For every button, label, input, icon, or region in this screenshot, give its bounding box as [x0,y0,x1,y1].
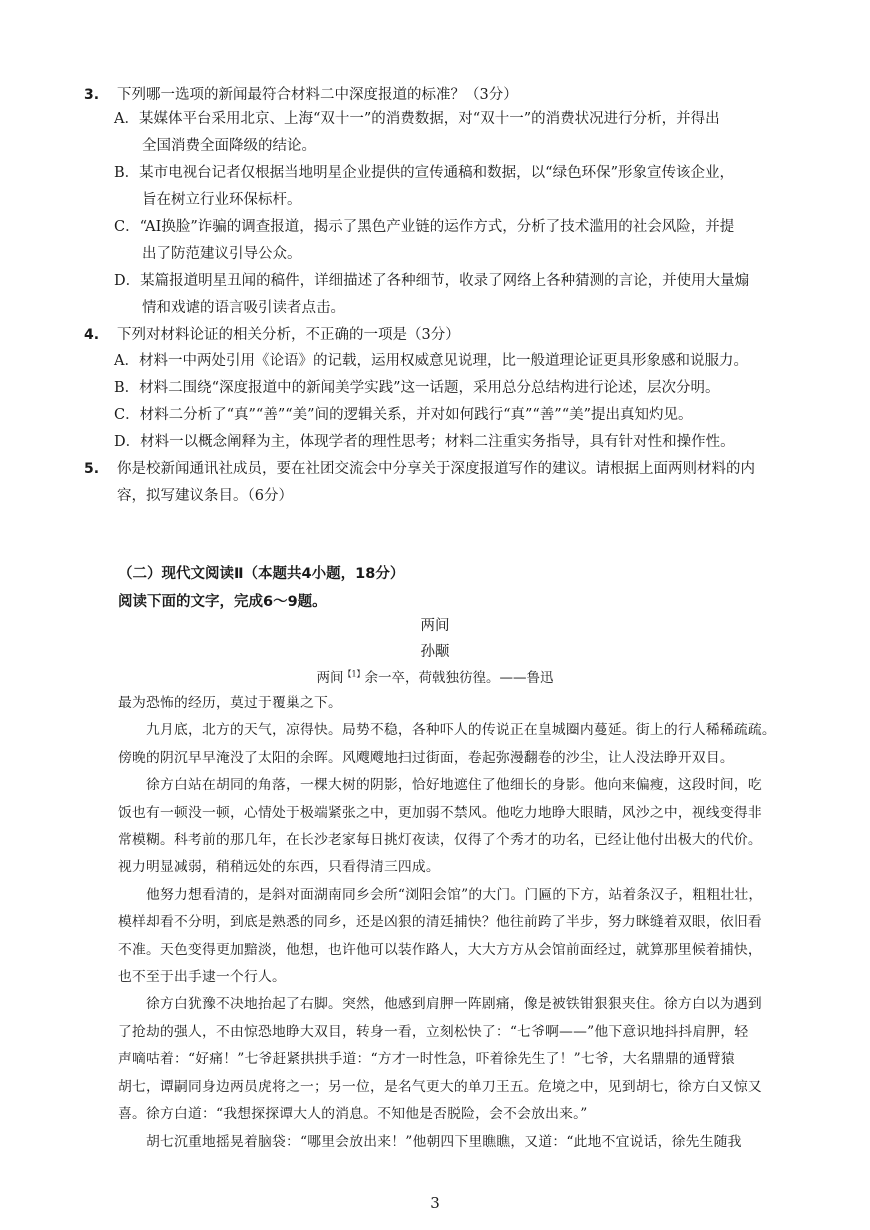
paragraph-line: 胡七，谭嗣同身边两员虎将之一；另一位，是名气更大的单刀王五。危境之中，见到胡七，徐方白又惊又 [118,1078,762,1095]
q4-option-d [114,429,794,456]
epigraph-text: 两间 [316,670,344,686]
option-line: 出了防范建议引导公众。 [142,246,302,262]
question-number: 5. [84,461,100,477]
paragraph-line: 他努力想看清的，是斜对面湖南同乡会所“浏阳会馆”的大门。门匾的下方，站着条汉子，粗粗壮壮， [118,886,763,903]
paragraph-line: 九月底，北方的天气，凉得快。局势不稳，各种吓人的传说正在皇城圈内蔓延。街上的行人稀稀疏疏。 [118,722,776,739]
option-line: B．材料二围绕“深度报道中的新闻美学实践”这一话题，采用总分总结构进行论述，层次分明。 [114,380,720,396]
article-title: 两间 [420,618,450,634]
option-line: D．材料一以概念阐释为主，体现学者的理性思考；材料二注重实务指导，具有针对性和操作性。 [114,434,735,450]
paragraph-line: 饭也有一顿没一顿，心情处于极端紧张之中，更加弱不禁风。他吃力地睁大眼睛，风沙之中，视线变得非 [118,804,762,821]
paragraph-line: 常模糊。科考前的那几年，在长沙老家每日挑灯夜读，仅得了个秀才的功名，已经让他付出极大的代价。 [118,832,762,849]
paragraph-line: 视力明显减弱，稍稍远处的东西，只看得清三四成。 [118,859,440,876]
epigraph-text: 余一卒，荷戟独彷徨。——鲁迅 [364,670,554,686]
paragraph-line: 声嘀咕着：“好痛！”七爷赶紧拱拱手道：“方才一时性急，吓着徐先生了！”七爷，大名鼎鼎的通臂猿 [118,1051,735,1068]
paragraph-line: 徐方白犹豫不决地抬起了右脚。突然，他感到肩胛一阵剧痛，像是被铁钳狠狠夹住。徐方白以为遇到 [118,996,762,1013]
paragraph-line: 也不至于出手逮一个行人。 [118,969,286,986]
paragraph-line: 模样却看不分明，到底是熟悉的同乡，还是凶狠的清廷捕快？他往前跨了半步，努力眯缝着双眼，依旧看 [118,914,762,931]
option-line: D．某篇报道明星丑闻的稿件，详细描述了各种细节，收录了网络上各种猜测的言论，并使用大量煽 [114,273,750,289]
paragraph-line: 了抢劫的强人，不由惊恐地睁大双目，转身一看，立刻松快了：“七爷啊——”他下意识地抖抖肩胛，轻 [118,1023,749,1040]
option-line: B．某市电视台记者仅根据当地明星企业提供的宣传通稿和数据，以“绿色环保”形象宣传该企业， [114,165,734,181]
section-instruction: 阅读下面的文字，完成6～9题。 [118,594,327,610]
article-author: 孙颙 [420,644,450,660]
footnote-marker: 【1】 [343,669,365,679]
option-line: 情和戏谑的语言吸引读者点击。 [142,300,345,316]
section-title: （二）现代文阅读Ⅱ（本题共4小题，18分） [118,566,405,582]
question-stem: 下列哪一选项的新闻最符合材料二中深度报道的标准？（3分） [117,87,518,103]
option-line: C．材料二分析了“真”“善”“美”间的逻辑关系，并对如何践行“真”“善”“美”提出真知灼见。 [114,407,693,423]
paragraph-line: 胡七沉重地摇晃着脑袋：“哪里会放出来！”他朝四下里瞧瞧，又道：“此地不宜说话，徐先生随我 [118,1133,742,1150]
q4-option-b [114,375,794,402]
q3-option-d [114,268,794,322]
article-body [118,690,808,1156]
q3-option-a [114,106,794,160]
paragraph-line: 傍晚的阴沉早早淹没了太阳的余晖。风飕飕地扫过街面，卷起弥漫翻卷的沙尘，让人没法睁开双目。 [118,749,734,766]
paragraph-line: 徐方白站在胡同的角落，一棵大树的阴影，恰好地遮住了他细长的身影。他向来偏瘦，这段时间，吃 [118,777,762,794]
option-line: A．某媒体平台采用北京、上海“双十一”的消费数据，对“双十一”的消费状况进行分析，并得出 [114,111,720,127]
question-number: 4. [84,327,100,343]
option-line: 全国消费全面降级的结论。 [142,138,316,154]
option-line: C．“AI换脸”诈骗的调查报道，揭示了黑色产业链的运作方式，分析了技术滥用的社会风险，并提 [114,219,735,235]
paragraph-line: 不准。天色变得更加黯淡，他想，也许他可以装作路人，大大方方从会馆前面经过，就算那里候着捕快， [118,941,762,958]
epigraph [0,666,870,686]
question-stem: 下列对材料论证的相关分析，不正确的一项是（3分） [117,327,460,343]
question-number: 3. [84,87,100,103]
option-line: A．材料一中两处引用《论语》的记载，运用权威意见说理，比一般道理论证更具形象感和说服力。 [114,353,748,369]
question-stem: 你是校新闻通讯社成员，要在社团交流会中分享关于深度报道写作的建议。请根据上面两则材料的内 [117,461,755,477]
option-line: 旨在树立行业环保标杆。 [142,192,302,208]
q3-option-b [114,160,794,214]
q4-option-a [114,348,794,375]
question-stem: 容，拟写建议条目。（6分） [117,488,293,504]
q3-option-c [114,214,794,268]
page-number: 3 [430,1194,440,1212]
paragraph-line: 喜。徐方白道：“我想探探谭大人的消息。不知他是否脱险，会不会放出来。” [118,1106,588,1123]
q4-option-c [114,402,794,429]
paragraph-line: 最为恐怖的经历，莫过于覆巢之下。 [118,695,342,711]
